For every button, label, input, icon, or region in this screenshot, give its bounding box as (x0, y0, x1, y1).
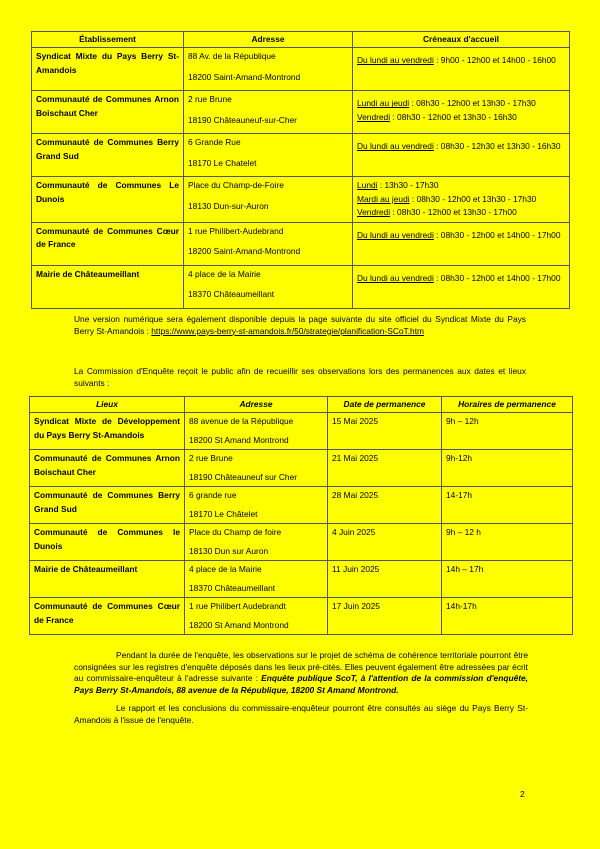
venue-name: Syndicat Mixte de Développement du Pays Berry St-Amandois (30, 413, 185, 450)
table-header-row (32, 32, 570, 48)
establishment-address: 88 Av. de la République 18200 Saint-Amand-Montrond (184, 48, 353, 91)
permanence-date: 11 Juin 2025 (328, 561, 442, 598)
table-row (30, 524, 573, 561)
reception-hours: Du lundi au vendredi : 08h30 - 12h30 et 13h30 - 16h30 (353, 134, 570, 177)
venue-address: 1 rue Philibert Audebrandt 18200 St Amand Montrond (185, 598, 328, 635)
permanence-hours: 14h – 17h (442, 561, 573, 598)
establishment-address: Place du Champ-de-Foire 18130 Dun-sur-Auron (184, 177, 353, 222)
permanence-hours: 9h – 12 h (442, 524, 573, 561)
page-number: 2 (520, 789, 525, 799)
venue-address: 2 rue Brune 18190 Châteauneuf sur Cher (185, 450, 328, 487)
reception-hours: Lundi : 13h30 - 17h30 Mardi au jeudi : 08h30 - 12h00 et 13h30 - 17h30 Vendredi : 08h30 - 12h00 et 13h30 - 17h00 (353, 177, 570, 222)
table-row (30, 561, 573, 598)
permanence-date: 28 Mai 2025 (328, 487, 442, 524)
table-row (32, 177, 570, 222)
establishment-address: 4 place de la Mairie 18370 Châteaumeillant (184, 265, 353, 308)
col-header-date: Date de permanence (328, 397, 442, 413)
permanence-date: 21 Mai 2025 (328, 450, 442, 487)
digital-version-paragraph: Une version numérique sera également disponible depuis la page suivante du site officiel du Syndicat Mixte du Pays Berry St-Amandois : https://www.pays-berry-st-amandois.fr/50/strategie/planification-SCoT.htm (74, 314, 526, 336)
table-row (30, 487, 573, 524)
table-row (32, 134, 570, 177)
establishment-address: 6 Grande Rue 18170 Le Chatelet (184, 134, 353, 177)
establishment-name: Mairie de Châteaumeillant (32, 265, 184, 308)
venue-address: Place du Champ de foire 18130 Dun sur Auron (185, 524, 328, 561)
establishment-address: 2 rue Brune 18190 Châteauneuf-sur-Cher (184, 91, 353, 134)
observations-paragraph: Pendant la durée de l'enquête, les observations sur le projet de schéma de cohérence territoriale pourront être consignées sur les registres d'enquête déposés dans les lieux pré-cités. Elles peuvent également être adressées par écrit au commissaire-enquêteur à l'adresse suivante : Enquête publique ScoT, à l'attention de la commission d'enquête, Pays Berry St-Amandois, 88 avenue de la République, 18200 St Amand Montrond. (74, 650, 528, 695)
commission-intro-paragraph: La Commission d'Enquête reçoit le public afin de recueillir ses observations lors des permanences aux dates et lieux suivants : (74, 366, 526, 388)
report-paragraph: Le rapport et les conclusions du commissaire-enquêteur pourront être consultés au siège du Pays Berry St-Amandois à l'issue de l'enquête. (74, 703, 528, 725)
establishment-name: Communauté de Communes Cœur de France (32, 222, 184, 265)
permanence-hours: 14-17h (442, 487, 573, 524)
venue-address: 6 grande rue 18170 Le Châtelet (185, 487, 328, 524)
venue-name: Mairie de Châteaumeillant (30, 561, 185, 598)
table-row (30, 413, 573, 450)
reception-hours: Lundi au jeudi : 08h30 - 12h00 et 13h30 - 17h30 Vendredi : 08h30 - 12h00 et 13h30 - 16h30 (353, 91, 570, 134)
scot-page-link[interactable]: https://www.pays-berry-st-amandois.fr/50/strategie/planification-SCoT.htm (151, 325, 425, 336)
reception-hours: Du lundi au vendredi : 08h30 - 12h00 et 14h00 - 17h00 (353, 222, 570, 265)
postal-address-bold: Enquête publique ScoT, à l'attention de la commission d'enquête, Pays Berry St-Amandois, 88 avenue de la République, 18200 St Amand Montrond. (74, 673, 528, 695)
reception-hours-table (31, 31, 570, 309)
permanence-hours: 9h-12h (442, 450, 573, 487)
venue-name: Communauté de Communes Cœur de France (30, 598, 185, 635)
permanence-date: 17 Juin 2025 (328, 598, 442, 635)
venue-address: 88 avenue de la République 18200 St Amand Montrond (185, 413, 328, 450)
col-header-creneaux: Créneaux d'accueil (353, 32, 570, 48)
permanence-date: 4 Juin 2025 (328, 524, 442, 561)
col-header-adresse: Adresse (185, 397, 328, 413)
permanence-date: 15 Mai 2025 (328, 413, 442, 450)
col-header-adresse: Adresse (184, 32, 353, 48)
permanence-hours: 9h – 12h (442, 413, 573, 450)
reception-hours: Du lundi au vendredi : 9h00 - 12h00 et 14h00 - 16h00 (353, 48, 570, 91)
table-row (32, 48, 570, 91)
table-row (32, 91, 570, 134)
establishment-name: Communauté de Communes Arnon Boischaut Cher (32, 91, 184, 134)
col-header-horaires: Horaires de permanence (442, 397, 573, 413)
establishment-address: 1 rue Philibert-Audebrand 18200 Saint-Amand-Montrond (184, 222, 353, 265)
table-row (30, 450, 573, 487)
establishment-name: Syndicat Mixte du Pays Berry St-Amandois (32, 48, 184, 91)
venue-name: Communauté de Communes le Dunois (30, 524, 185, 561)
col-header-lieux: Lieux (30, 397, 185, 413)
reception-hours: Du lundi au vendredi : 08h30 - 12h00 et 14h00 - 17h00 (353, 265, 570, 308)
permanences-table (29, 396, 573, 635)
table-row (32, 222, 570, 265)
venue-name: Communauté de Communes Arnon Boischaut Cher (30, 450, 185, 487)
table-header-row (30, 397, 573, 413)
table-row (32, 265, 570, 308)
table-row (30, 598, 573, 635)
col-header-etablissement: Établissement (32, 32, 184, 48)
permanence-hours: 14h-17h (442, 598, 573, 635)
establishment-name: Communauté de Communes Berry Grand Sud (32, 134, 184, 177)
venue-address: 4 place de la Mairie 18370 Châteaumeillant (185, 561, 328, 598)
venue-name: Communauté de Communes Berry Grand Sud (30, 487, 185, 524)
establishment-name: Communauté de Communes Le Dunois (32, 177, 184, 222)
